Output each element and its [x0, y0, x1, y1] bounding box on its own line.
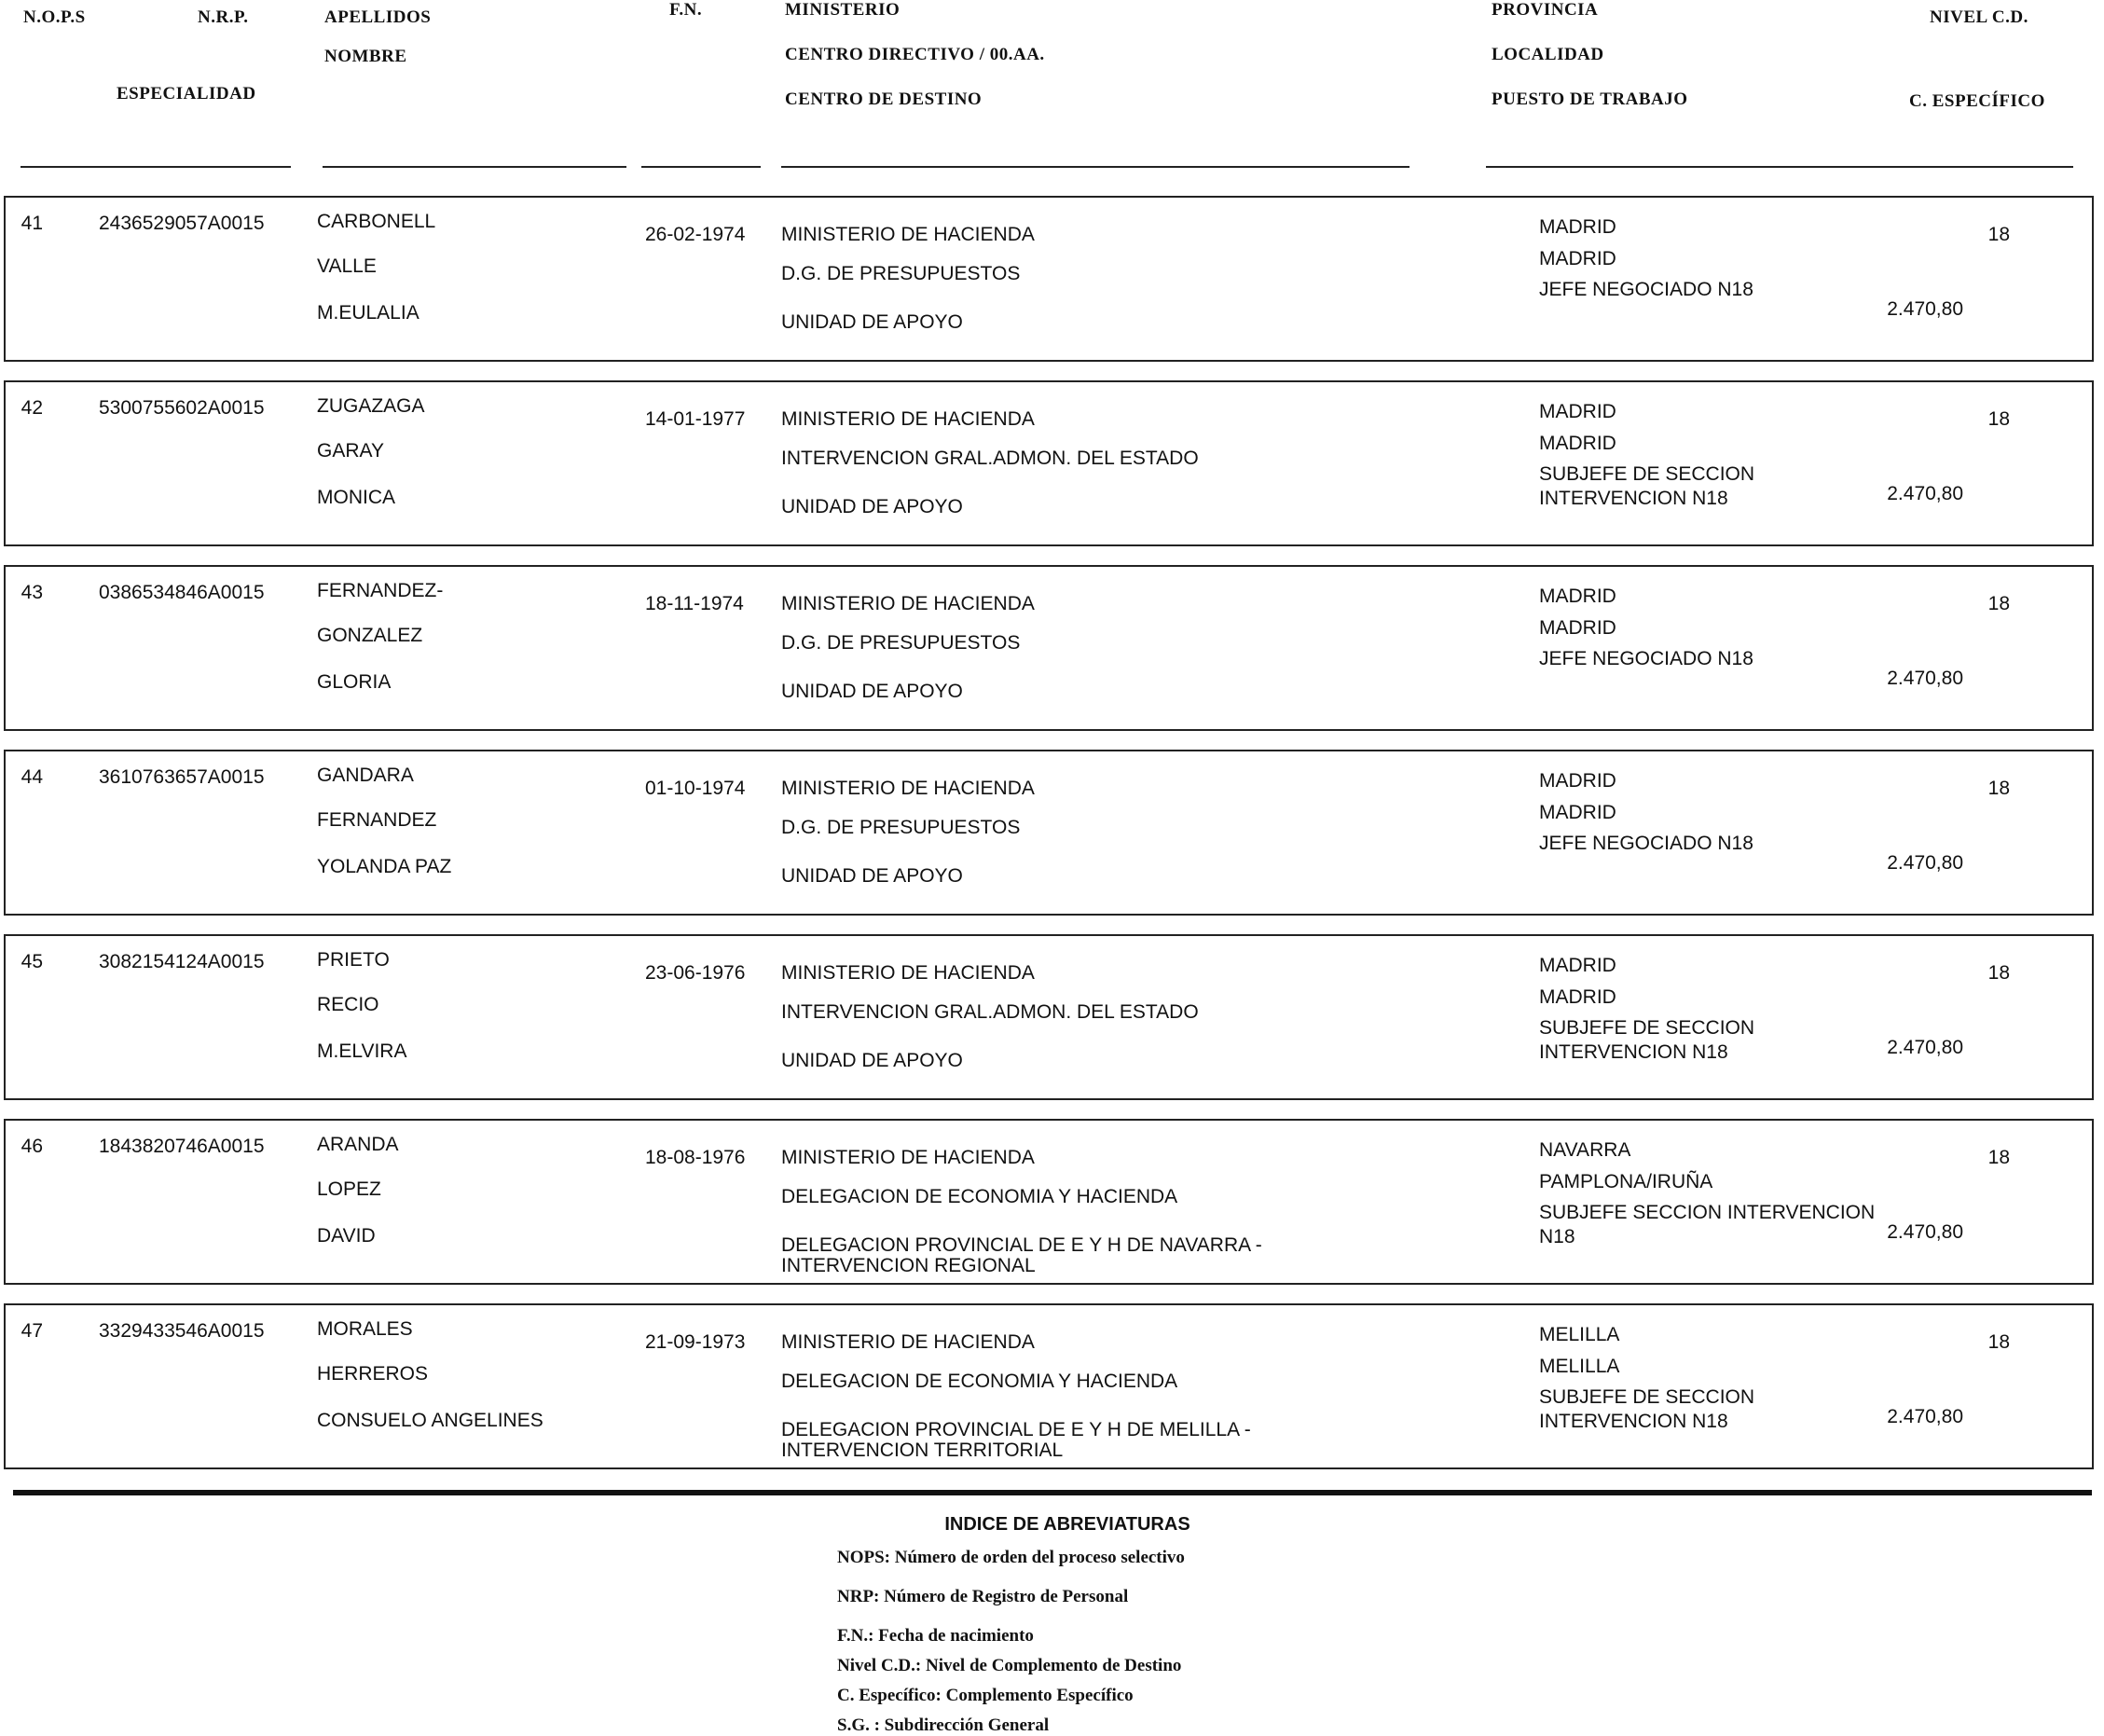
centro-destino-cell-2: INTERVENCION REGIONAL — [781, 1255, 1036, 1276]
ministerio-cell: MINISTERIO DE HACIENDA — [781, 778, 1035, 799]
c-especifico-cell: 2.470,80 — [1887, 1221, 1963, 1243]
puesto-cell: SUBJEFE SECCION INTERVENCION — [1539, 1202, 1876, 1223]
nombre-cell: GLORIA — [317, 671, 392, 693]
header-underline — [323, 166, 626, 168]
centro-destino-cell: DELEGACION PROVINCIAL DE E Y H DE MELILLA - — [781, 1419, 1251, 1440]
apellido2-cell: HERREROS — [317, 1363, 429, 1385]
localidad-cell: MELILLA — [1539, 1356, 1620, 1377]
puesto-cell-2: N18 — [1539, 1226, 1575, 1247]
provincia-cell: MADRID — [1539, 955, 1616, 976]
abbreviations-title: INDICE DE ABREVIATURAS — [944, 1514, 1190, 1535]
record-row — [4, 380, 2094, 546]
apellido2-cell: VALLE — [317, 255, 377, 277]
nrp-cell: 3610763657A0015 — [99, 766, 265, 788]
header-nivel: NIVEL C.D. — [1930, 7, 2028, 27]
ministerio-cell: MINISTERIO DE HACIENDA — [781, 593, 1035, 614]
nops-cell: 42 — [21, 397, 43, 419]
provincia-cell: NAVARRA — [1539, 1139, 1631, 1161]
centro-destino-cell: UNIDAD DE APOYO — [781, 496, 963, 517]
abbreviation-item: NRP: Número de Registro de Personal — [837, 1587, 1129, 1606]
localidad-cell: PAMPLONA/IRUÑA — [1539, 1171, 1713, 1192]
ministerio-cell: MINISTERIO DE HACIENDA — [781, 1147, 1035, 1168]
header-nrp: N.R.P. — [198, 7, 249, 27]
fecha-nacimiento-cell: 21-09-1973 — [645, 1331, 746, 1353]
provincia-cell: MADRID — [1539, 586, 1616, 607]
puesto-cell: JEFE NEGOCIADO N18 — [1539, 279, 1753, 300]
record-row — [4, 750, 2094, 916]
puesto-cell-2: INTERVENCION N18 — [1539, 488, 1728, 509]
abbreviation-item: F.N.: Fecha de nacimiento — [837, 1626, 1034, 1646]
provincia-cell: MADRID — [1539, 216, 1616, 238]
puesto-cell-2: INTERVENCION N18 — [1539, 1041, 1728, 1063]
abbreviation-item: NOPS: Número de orden del proceso selectivo — [837, 1548, 1185, 1567]
nops-cell: 47 — [21, 1320, 43, 1342]
header-underline — [21, 166, 291, 168]
apellido1-cell: ARANDA — [317, 1134, 399, 1155]
fecha-nacimiento-cell: 14-01-1977 — [645, 408, 746, 430]
apellido1-cell: MORALES — [317, 1318, 413, 1340]
ministerio-cell: MINISTERIO DE HACIENDA — [781, 962, 1035, 984]
fecha-nacimiento-cell: 18-08-1976 — [645, 1147, 746, 1168]
provincia-cell: MADRID — [1539, 401, 1616, 422]
fecha-nacimiento-cell: 18-11-1974 — [645, 593, 744, 614]
nops-cell: 41 — [21, 213, 43, 234]
localidad-cell: MADRID — [1539, 617, 1616, 639]
localidad-cell: MADRID — [1539, 802, 1616, 823]
nombre-cell: M.EULALIA — [317, 302, 419, 324]
puesto-cell: SUBJEFE DE SECCION — [1539, 463, 1755, 485]
header-centro-directivo: CENTRO DIRECTIVO / 00.AA. — [785, 45, 1045, 64]
puesto-cell: SUBJEFE DE SECCION — [1539, 1017, 1755, 1039]
header-underline — [781, 166, 1410, 168]
centro-destino-cell: UNIDAD DE APOYO — [781, 681, 963, 702]
nrp-cell: 5300755602A0015 — [99, 397, 265, 419]
header-underline — [1486, 166, 2073, 168]
header-fn: F.N. — [669, 0, 703, 20]
centro-destino-cell: UNIDAD DE APOYO — [781, 1050, 963, 1071]
c-especifico-cell: 2.470,80 — [1887, 483, 1963, 504]
nombre-cell: MONICA — [317, 487, 395, 508]
puesto-cell: SUBJEFE DE SECCION — [1539, 1386, 1755, 1408]
abbreviation-item: C. Específico: Complemento Específico — [837, 1686, 1134, 1705]
ministerio-cell: MINISTERIO DE HACIENDA — [781, 224, 1035, 245]
centro-destino-cell: UNIDAD DE APOYO — [781, 865, 963, 887]
centro-directivo-cell: INTERVENCION GRAL.ADMON. DEL ESTADO — [781, 448, 1199, 469]
centro-directivo-cell: D.G. DE PRESUPUESTOS — [781, 263, 1021, 284]
localidad-cell: MADRID — [1539, 248, 1616, 269]
nivel-cd-cell: 18 — [1987, 962, 2010, 984]
centro-destino-cell-2: INTERVENCION TERRITORIAL — [781, 1440, 1064, 1461]
localidad-cell: MADRID — [1539, 986, 1616, 1008]
ministerio-cell: MINISTERIO DE HACIENDA — [781, 1331, 1035, 1353]
header-apellidos: APELLIDOS — [324, 7, 432, 27]
apellido2-cell: GARAY — [317, 440, 384, 462]
fecha-nacimiento-cell: 01-10-1974 — [645, 778, 746, 799]
header-underline — [641, 166, 761, 168]
c-especifico-cell: 2.470,80 — [1887, 1406, 1963, 1427]
nrp-cell: 0386534846A0015 — [99, 582, 265, 603]
nops-cell: 46 — [21, 1136, 43, 1157]
c-especifico-cell: 2.470,80 — [1887, 298, 1963, 320]
apellido1-cell: ZUGAZAGA — [317, 395, 425, 417]
nops-cell: 45 — [21, 951, 43, 972]
record-row — [4, 1303, 2094, 1469]
header-c-especifico: C. ESPECÍFICO — [1909, 91, 2045, 111]
nivel-cd-cell: 18 — [1987, 408, 2010, 430]
fecha-nacimiento-cell: 23-06-1976 — [645, 962, 746, 984]
provincia-cell: MELILLA — [1539, 1324, 1620, 1345]
nrp-cell: 3082154124A0015 — [99, 951, 265, 972]
record-row — [4, 565, 2094, 731]
c-especifico-cell: 2.470,80 — [1887, 668, 1963, 689]
provincia-cell: MADRID — [1539, 770, 1616, 792]
puesto-cell: JEFE NEGOCIADO N18 — [1539, 833, 1753, 854]
nops-cell: 43 — [21, 582, 43, 603]
nombre-cell: DAVID — [317, 1225, 376, 1247]
nivel-cd-cell: 18 — [1987, 778, 2010, 799]
nrp-cell: 2436529057A0015 — [99, 213, 265, 234]
footer-divider — [13, 1490, 2092, 1495]
apellido1-cell: GANDARA — [317, 765, 414, 786]
apellido1-cell: CARBONELL — [317, 211, 436, 232]
header-localidad: LOCALIDAD — [1492, 45, 1604, 64]
header-puesto: PUESTO DE TRABAJO — [1492, 90, 1688, 109]
apellido1-cell: FERNANDEZ- — [317, 580, 444, 601]
ministerio-cell: MINISTERIO DE HACIENDA — [781, 408, 1035, 430]
abbreviation-item: S.G. : Subdirección General — [837, 1715, 1050, 1735]
header-provincia: PROVINCIA — [1492, 0, 1599, 20]
apellido2-cell: RECIO — [317, 994, 379, 1015]
nrp-cell: 3329433546A0015 — [99, 1320, 265, 1342]
nivel-cd-cell: 18 — [1987, 224, 2010, 245]
header-ministerio: MINISTERIO — [785, 0, 901, 20]
record-row — [4, 196, 2094, 362]
nivel-cd-cell: 18 — [1987, 593, 2010, 614]
nops-cell: 44 — [21, 766, 43, 788]
nivel-cd-cell: 18 — [1987, 1331, 2010, 1353]
apellido2-cell: LOPEZ — [317, 1178, 381, 1200]
nombre-cell: CONSUELO ANGELINES — [317, 1410, 543, 1431]
centro-directivo-cell: D.G. DE PRESUPUESTOS — [781, 817, 1021, 838]
header-nombre: NOMBRE — [324, 47, 407, 66]
centro-destino-cell: DELEGACION PROVINCIAL DE E Y H DE NAVARRA - — [781, 1234, 1262, 1256]
centro-destino-cell: UNIDAD DE APOYO — [781, 311, 963, 333]
c-especifico-cell: 2.470,80 — [1887, 852, 1963, 874]
fecha-nacimiento-cell: 26-02-1974 — [645, 224, 746, 245]
abbreviation-item: Nivel C.D.: Nivel de Complemento de Destino — [837, 1656, 1182, 1675]
localidad-cell: MADRID — [1539, 433, 1616, 454]
header-nops: N.O.P.S — [23, 7, 86, 27]
apellido2-cell: GONZALEZ — [317, 625, 423, 646]
centro-directivo-cell: DELEGACION DE ECONOMIA Y HACIENDA — [781, 1371, 1178, 1392]
nombre-cell: M.ELVIRA — [317, 1040, 407, 1062]
header-especialidad: ESPECIALIDAD — [117, 84, 256, 103]
puesto-cell: JEFE NEGOCIADO N18 — [1539, 648, 1753, 669]
nrp-cell: 1843820746A0015 — [99, 1136, 265, 1157]
header-centro-destino: CENTRO DE DESTINO — [785, 90, 983, 109]
c-especifico-cell: 2.470,80 — [1887, 1037, 1963, 1058]
nivel-cd-cell: 18 — [1987, 1147, 2010, 1168]
centro-directivo-cell: INTERVENCION GRAL.ADMON. DEL ESTADO — [781, 1001, 1199, 1023]
centro-directivo-cell: DELEGACION DE ECONOMIA Y HACIENDA — [781, 1186, 1178, 1207]
nombre-cell: YOLANDA PAZ — [317, 856, 452, 877]
apellido2-cell: FERNANDEZ — [317, 809, 437, 831]
record-row — [4, 1119, 2094, 1285]
record-row — [4, 934, 2094, 1100]
centro-directivo-cell: D.G. DE PRESUPUESTOS — [781, 632, 1021, 654]
puesto-cell-2: INTERVENCION N18 — [1539, 1411, 1728, 1432]
apellido1-cell: PRIETO — [317, 949, 390, 971]
